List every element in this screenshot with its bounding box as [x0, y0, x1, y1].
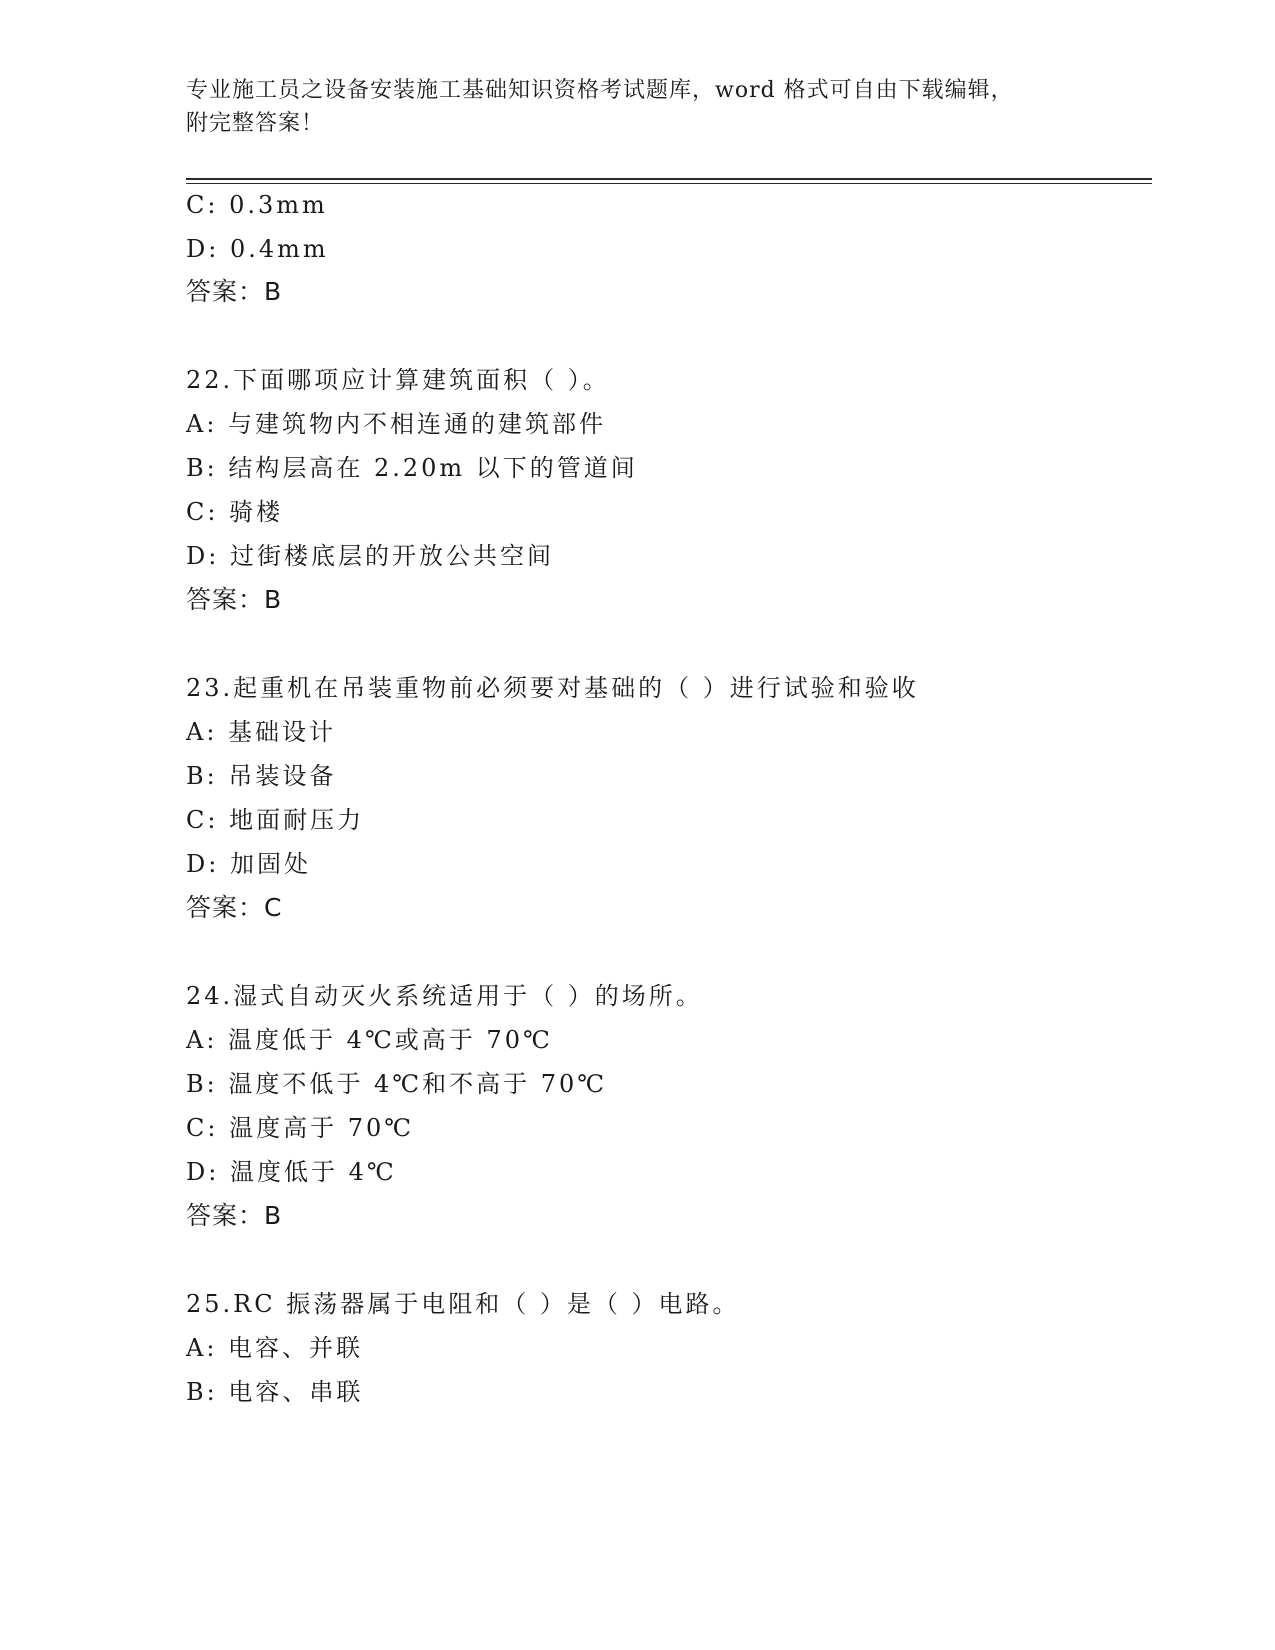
q22-question: 22.下面哪项应计算建筑面积（ ）。 [186, 366, 610, 394]
q24-option-c: C: 温度高于 70℃ [186, 1114, 415, 1142]
q25-question: 25.RC 振荡器属于电阻和（ ）是（ ）电路。 [186, 1290, 740, 1318]
q24-answer: 答案：B [186, 1201, 283, 1230]
q23-option-c: C: 地面耐压力 [186, 806, 365, 834]
header-line-2: 附完整答案！ [186, 111, 325, 136]
header-divider-thick [186, 178, 1152, 180]
q22-option-a: A: 与建筑物内不相连通的建筑部件 [186, 410, 607, 438]
q22-option-c: C: 骑楼 [186, 498, 284, 526]
q25-option-a: A: 电容、并联 [186, 1334, 364, 1362]
q21-answer: 答案：B [186, 277, 283, 306]
q21-option-d: D: 0.4mm [186, 235, 329, 263]
q22-answer: 答案：B [186, 585, 283, 614]
q22-option-d: D: 过街楼底层的开放公共空间 [186, 542, 554, 570]
q24-option-b: B: 温度不低于 4℃和不高于 70℃ [186, 1070, 608, 1098]
q24-option-d: D: 温度低于 4℃ [186, 1158, 397, 1186]
q22-option-b: B: 结构层高在 2.20m 以下的管道间 [186, 454, 638, 482]
q24-option-a: A: 温度低于 4℃或高于 70℃ [186, 1026, 553, 1054]
q21-option-c: C: 0.3mm [186, 191, 328, 219]
header-divider-thin [186, 183, 1152, 184]
document-header [186, 74, 1086, 140]
header-line-1: 专业施工员之设备安装施工基础知识资格考试题库，word 格式可自由下载编辑， [186, 78, 1014, 103]
q24-question: 24.湿式自动灭火系统适用于（ ）的场所。 [186, 982, 703, 1010]
q23-option-b: B: 吊装设备 [186, 762, 337, 790]
q25-option-b: B: 电容、串联 [186, 1378, 364, 1406]
q23-option-d: D: 加固处 [186, 850, 311, 878]
q23-answer: 答案：C [186, 893, 283, 922]
q23-option-a: A: 基础设计 [186, 718, 337, 746]
q23-question: 23.起重机在吊装重物前必须要对基础的（ ）进行试验和验收 [186, 674, 919, 702]
